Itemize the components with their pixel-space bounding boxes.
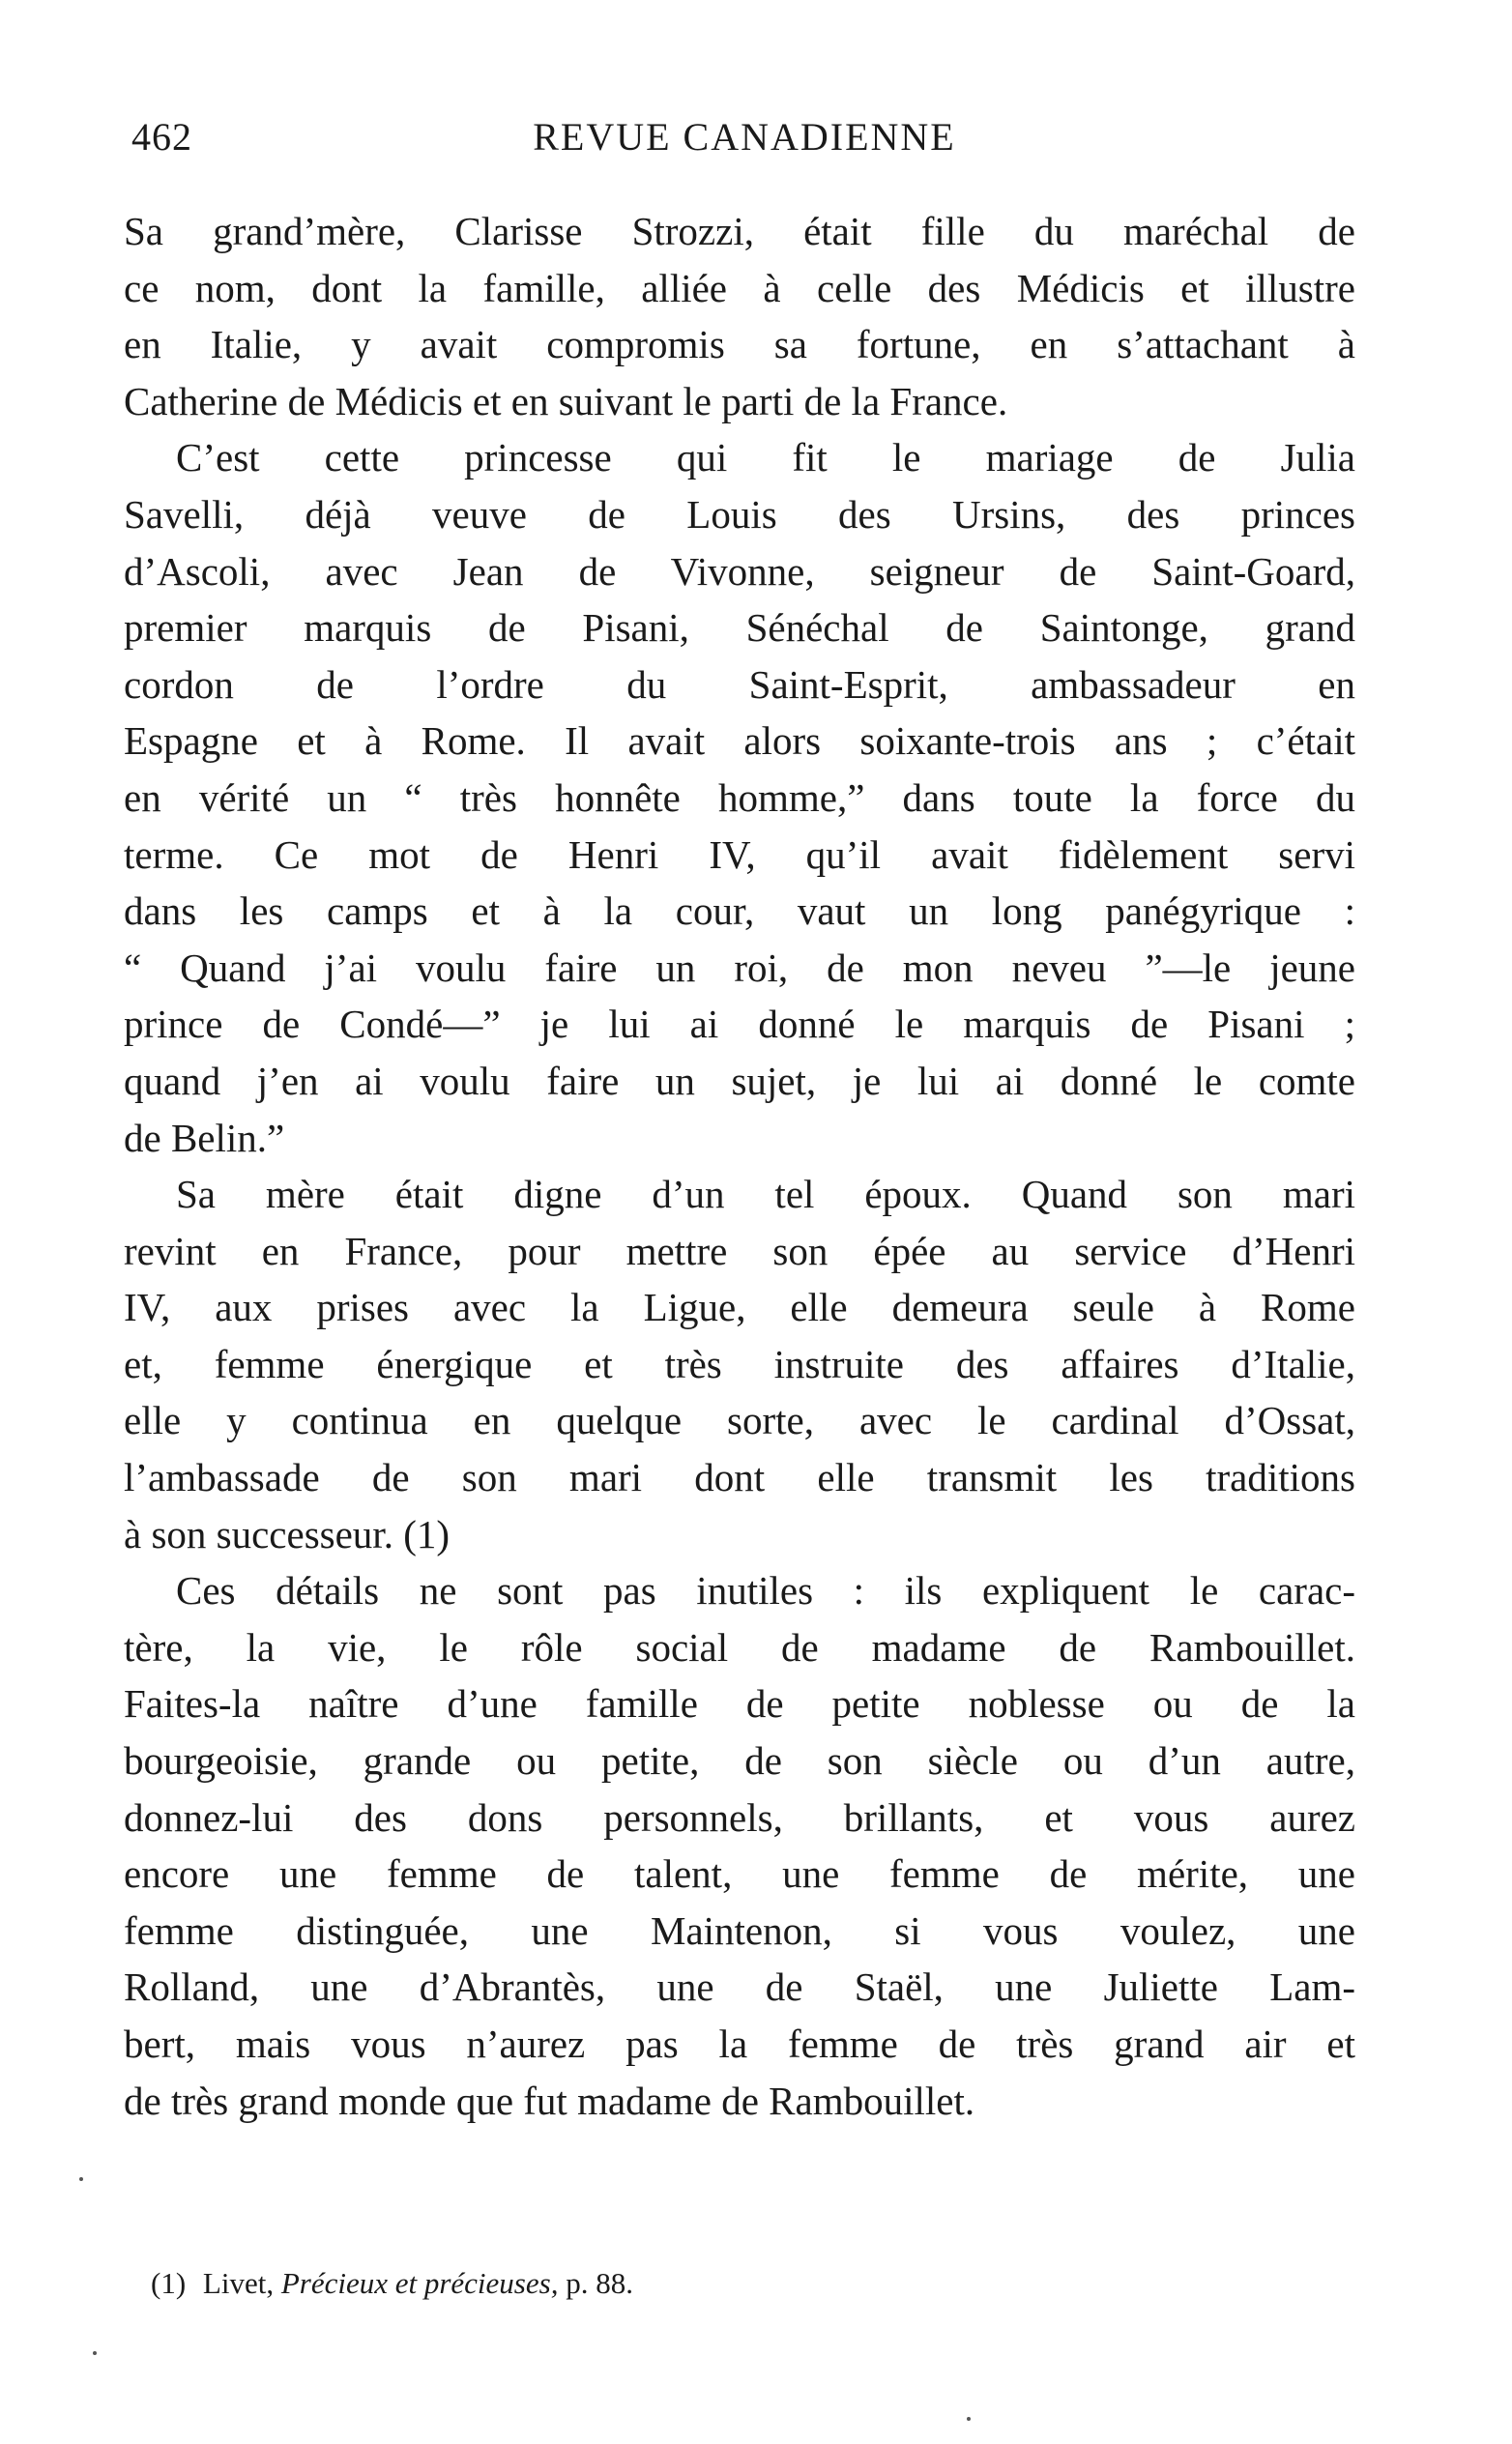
page-number: 462 (131, 115, 192, 159)
text-line: et, femme énergique et très instruite des affaires d’Italie, (124, 1341, 1355, 1386)
text-line: Catherine de Médicis et en suivant le parti de la France. (124, 378, 1008, 423)
paper-speck (79, 2177, 83, 2181)
text-line: cordon de l’ordre du Saint-Esprit, ambassadeur en (124, 661, 1355, 707)
footnote-title: Précieux et précieuses, (280, 2266, 559, 2300)
text-line: ce nom, dont la famille, alliée à celle des Médicis et illustre (124, 265, 1355, 310)
text-line: d’Ascoli, avec Jean de Vivonne, seigneur de Saint-Goard, (124, 548, 1355, 594)
text-line: en vérité un “ très honnête homme,” dans toute la force du (124, 774, 1355, 820)
text-line: dans les camps et à la cour, vaut un long panégyrique : (124, 888, 1355, 934)
text-line: revint en France, pour mettre son épée au service d’Henri (124, 1228, 1355, 1273)
footnote-author: Livet, (202, 2266, 275, 2300)
text-line: à son successeur. (1) (124, 1511, 451, 1557)
text-line: prince de Condé—” je lui ai donné le marquis de Pisani ; (124, 1002, 1355, 1047)
paper-speck (93, 2351, 97, 2355)
text-line: en Italie, y avait compromis sa fortune, en s’attachant à (124, 322, 1355, 367)
text-line: Espagne et à Rome. Il avait alors soixante-trois ans ; c’était (124, 718, 1355, 764)
text-line: Rolland, une d’Abrantès, une de Staël, une Juliette Lam- (124, 1964, 1355, 2010)
footnote (151, 2266, 633, 2301)
text-line: IV, aux prises avec la Ligue, elle demeura seule à Rome (124, 1285, 1355, 1330)
running-head: REVUE CANADIENNE (533, 115, 956, 159)
text-line: elle y continua en quelque sorte, avec le cardinal d’Ossat, (124, 1398, 1355, 1443)
body-text (124, 203, 1355, 2129)
text-line: de Belin.” (124, 1115, 285, 1160)
text-line: tère, la vie, le rôle social de madame de Rambouillet. (124, 1624, 1355, 1670)
text-line: Sa mère était digne d’un tel époux. Quand son mari (176, 1172, 1355, 1217)
text-line: quand j’en ai voulu faire un sujet, je lui ai donné le comte (124, 1058, 1355, 1103)
text-line: Sa grand’mère, Clarisse Strozzi, était fille du maréchal de (124, 209, 1355, 253)
text-line: Savelli, déjà veuve de Louis des Ursins, des princes (124, 491, 1355, 537)
text-line: premier marquis de Pisani, Sénéchal de Saintonge, grand (124, 605, 1355, 651)
text-line: “ Quand j’ai voulu faire un roi, de mon neveu ”—le jeune (124, 945, 1355, 990)
footnote-number: (1) (151, 2266, 187, 2300)
text-line: de très grand monde que fut madame de Rambouillet. (124, 2078, 975, 2123)
text-line: bert, mais vous n’aurez pas la femme de très grand air et (124, 2022, 1355, 2066)
text-line: bourgeoisie, grande ou petite, de son siècle ou d’un autre, (124, 1738, 1355, 1784)
text-line: encore une femme de talent, une femme de mérite, une (124, 1851, 1355, 1897)
text-line: l’ambassade de son mari dont elle transmit les traditions (124, 1455, 1355, 1500)
text-line: femme distinguée, une Maintenon, si vous voulez, une (124, 1907, 1355, 1953)
text-line: Ces détails ne sont pas inutiles : ils expliquent le carac- (176, 1568, 1355, 1614)
text-line: Faites-la naître d’une famille de petite noblesse ou de la (124, 1681, 1355, 1727)
text-line: C’est cette princesse qui fit le mariage de Julia (176, 435, 1355, 480)
text-line: terme. Ce mot de Henri IV, qu’il avait fidèlement servi (124, 831, 1355, 877)
text-line: donnez-lui des dons personnels, brillants, et vous aurez (124, 1794, 1355, 1840)
paper-speck (967, 2417, 971, 2421)
page-header (131, 114, 1357, 168)
footnote-page: p. 88. (566, 2266, 633, 2300)
